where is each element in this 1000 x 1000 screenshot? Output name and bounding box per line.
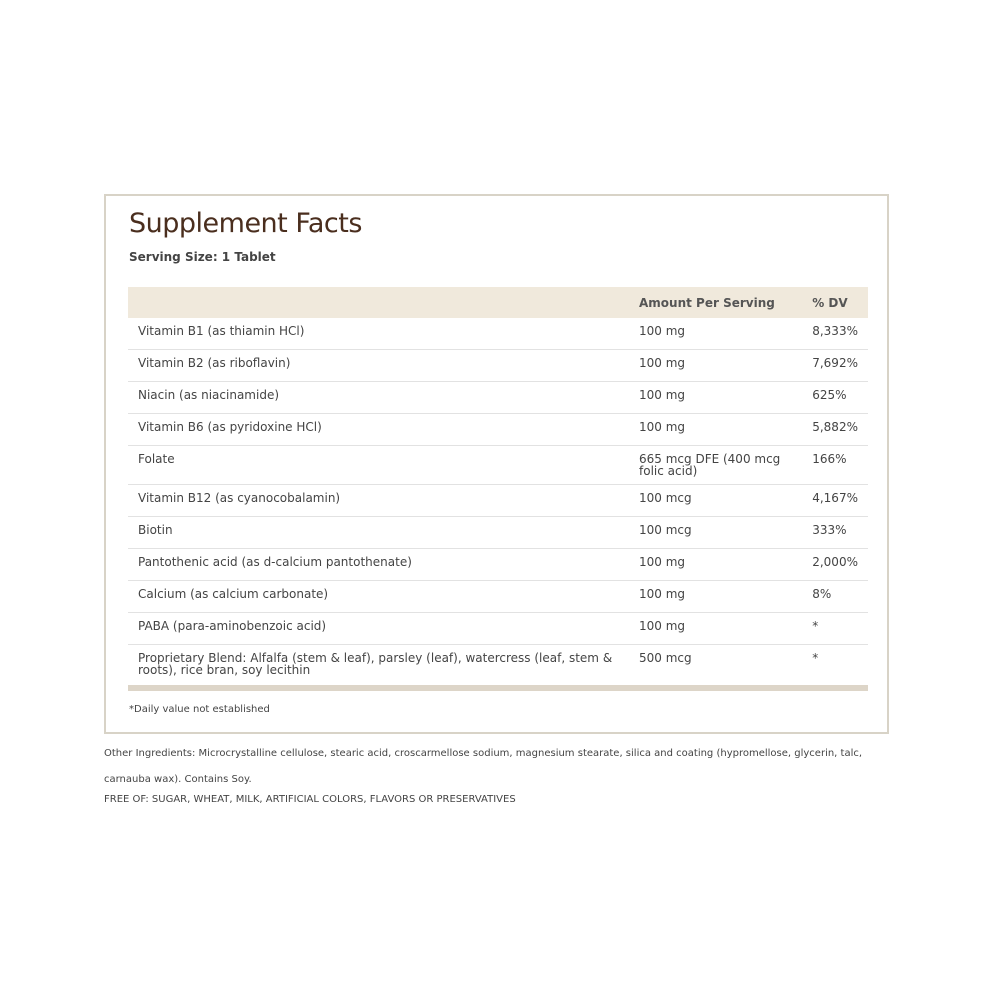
free-of-statement: FREE OF: SUGAR, WHEAT, MILK, ARTIFICIAL COLORS, FLAVORS OR PRESERVATIVES: [104, 794, 516, 805]
nutrient-dv: *: [802, 645, 868, 689]
table-row: [128, 645, 868, 689]
nutrient-name: Pantothenic acid (as d-calcium pantothenate): [128, 549, 629, 581]
nutrient-dv: 7,692%: [802, 350, 868, 382]
header-amount: Amount Per Serving: [639, 295, 775, 310]
nutrient-amount: 100 mg: [629, 382, 802, 414]
table-row: [128, 549, 868, 581]
nutrient-name: Biotin: [128, 517, 629, 549]
nutrient-name: Calcium (as calcium carbonate): [128, 581, 629, 613]
nutrient-dv: *: [802, 613, 868, 645]
header-nutrient: [128, 287, 629, 318]
nutrient-name: Vitamin B2 (as riboflavin): [128, 350, 629, 382]
nutrient-dv: 166%: [802, 446, 868, 485]
nutrient-name: Proprietary Blend: Alfalfa (stem & leaf), parsley (leaf), watercress (leaf, stem & roots), rice bran, soy lecithin: [128, 645, 629, 689]
table-row: [128, 613, 868, 645]
supplement-facts-panel: [104, 194, 889, 734]
table-row: [128, 350, 868, 382]
nutrient-dv: 333%: [802, 517, 868, 549]
nutrient-name: Vitamin B1 (as thiamin HCl): [128, 318, 629, 350]
table-row: [128, 517, 868, 549]
nutrient-amount: 100 mg: [629, 613, 802, 645]
nutrient-amount: 665 mcg DFE (400 mcg folic acid): [629, 446, 802, 485]
nutrient-amount: 100 mcg: [629, 485, 802, 517]
table-row: [128, 318, 868, 350]
table-row: [128, 382, 868, 414]
nutrient-name: PABA (para-aminobenzoic acid): [128, 613, 629, 645]
nutrient-amount: 100 mg: [629, 414, 802, 446]
nutrient-dv: 8,333%: [802, 318, 868, 350]
nutrient-name: Vitamin B6 (as pyridoxine HCl): [128, 414, 629, 446]
table-header-row: [128, 287, 868, 318]
panel-title: Supplement Facts: [129, 208, 362, 239]
nutrient-dv: 8%: [802, 581, 868, 613]
table-row: [128, 414, 868, 446]
header-dv: % DV: [812, 295, 848, 310]
nutrient-amount: 100 mcg: [629, 517, 802, 549]
nutrient-amount: 100 mg: [629, 581, 802, 613]
nutrient-amount: 500 mcg: [629, 645, 802, 689]
nutrient-name: Folate: [128, 446, 629, 485]
nutrient-amount: 100 mg: [629, 318, 802, 350]
nutrient-dv: 4,167%: [802, 485, 868, 517]
daily-value-footnote: *Daily value not established: [129, 704, 270, 715]
table-row: [128, 581, 868, 613]
nutrient-name: Vitamin B12 (as cyanocobalamin): [128, 485, 629, 517]
nutrient-dv: 5,882%: [802, 414, 868, 446]
table-row: [128, 446, 868, 485]
other-ingredients: Other Ingredients: Microcrystalline cellulose, stearic acid, croscarmellose sodium, magnesium stearate, silica and coating (hypromellose, glycerin, talc, carnauba wax). Contains Soy.: [104, 748, 863, 785]
serving-size: Serving Size: 1 Tablet: [129, 250, 276, 264]
table-row: [128, 485, 868, 517]
nutrient-name: Niacin (as niacinamide): [128, 382, 629, 414]
nutrient-dv: 625%: [802, 382, 868, 414]
nutrient-amount: 100 mg: [629, 350, 802, 382]
nutrient-dv: 2,000%: [802, 549, 868, 581]
nutrient-amount: 100 mg: [629, 549, 802, 581]
facts-table: [128, 287, 868, 691]
